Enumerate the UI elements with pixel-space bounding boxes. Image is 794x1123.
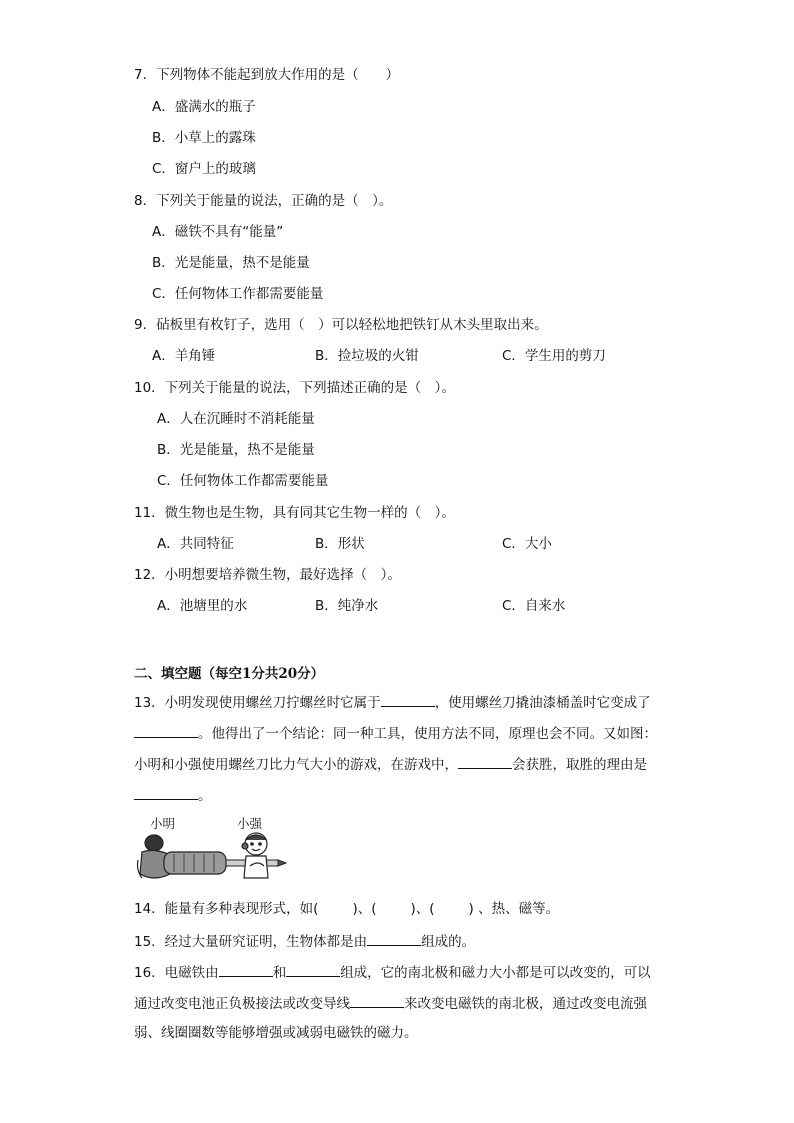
- question-13-text-2: ，使用螺丝刀撬油漆桶盖时它变成了: [434, 695, 651, 711]
- question-12-option-c: C．自来水: [502, 598, 566, 614]
- blank: [134, 723, 198, 738]
- blank: [286, 962, 340, 977]
- question-8-option-b: B．光是能量，热不是能量: [152, 255, 310, 271]
- screwdriver-game-illustration: [134, 830, 294, 886]
- question-9-option-a: A．羊角锤: [152, 348, 216, 364]
- blank: [367, 931, 421, 946]
- xiaoqiang-figure: [242, 833, 268, 878]
- blank: [458, 754, 512, 769]
- question-11-option-b: B．形状: [315, 536, 365, 552]
- question-12-stem: 12．小明想要培养微生物，最好选择（ ）。: [134, 567, 401, 583]
- figure-label-xiaoming: 小明: [150, 816, 176, 831]
- screwdriver-handle: [164, 852, 226, 874]
- question-13-line-2: [134, 723, 657, 743]
- screwdriver-tip: [278, 860, 286, 866]
- question-11-stem: 11．微生物也是生物，具有同其它生物一样的（ ）。: [134, 505, 455, 521]
- question-7-option-a: A．盛满水的瓶子: [152, 99, 256, 115]
- question-13-text-6: 。: [198, 788, 212, 804]
- blank: [381, 692, 435, 707]
- question-7-option-c: C．窗户上的玻璃: [152, 161, 256, 177]
- question-16-text-4: 通过改变电池正负极接法或改变导线: [134, 996, 350, 1012]
- question-11-option-a: A．共同特征: [157, 536, 234, 552]
- question-13-text-5: 会获胜，取胜的理由是: [512, 757, 647, 773]
- question-16-line-1: [134, 962, 651, 982]
- question-12-option-a: A．池塘里的水: [157, 598, 248, 614]
- question-13-text-4: 小明和小强使用螺丝刀比力气大小的游戏，在游戏中，: [134, 757, 458, 773]
- question-8-option-c: C．任何物体工作都需要能量: [152, 286, 324, 302]
- section-2-title: 二、填空题（每空1分共20分）: [134, 666, 325, 682]
- question-16-line-3: 弱、线圈圈数等能够增强或减弱电磁铁的磁力。: [134, 1025, 418, 1041]
- question-16-text-1: 16．电磁铁由: [134, 965, 219, 981]
- question-13-line-3: [134, 754, 647, 774]
- question-9-option-b: B．捡垃圾的火钳: [315, 348, 419, 364]
- question-13-text-3: 。他得出了一个结论：同一种工具，使用方法不同，原理也会不同。又如图：: [198, 726, 657, 742]
- question-13-line-1: [134, 692, 651, 712]
- blank: [134, 785, 198, 800]
- question-10-stem: 10．下列关于能量的说法，下列描述正确的是（ ）。: [134, 380, 455, 396]
- question-16-text-2: 和: [272, 965, 287, 981]
- question-11-option-c: C．大小: [502, 536, 552, 552]
- question-10-option-b: B．光是能量，热不是能量: [157, 442, 315, 458]
- blank: [219, 962, 273, 977]
- question-7-option-b: B．小草上的露珠: [152, 130, 256, 146]
- question-15-text-1: 15．经过大量研究证明，生物体都是由: [134, 934, 368, 950]
- question-13-text-1: 13．小明发现使用螺丝刀拧螺丝时它属于: [134, 695, 381, 711]
- question-14-text-2: )、(: [352, 901, 377, 917]
- question-13-line-4: [134, 785, 212, 805]
- question-12-option-b: B．纯净水: [315, 598, 379, 614]
- blank: [350, 993, 404, 1008]
- question-14-text-1: 14．能量有多种表现形式，如(: [134, 901, 319, 917]
- question-8-option-a: A．磁铁不具有“能量”: [152, 224, 284, 240]
- question-9-stem: 9．砧板里有枚钉子，选用（ ）可以轻松地把铁钉从木头里取出来。: [134, 317, 548, 333]
- question-14: [134, 900, 559, 918]
- question-16-text-5: 来改变电磁铁的南北极，通过改变电流强: [404, 996, 647, 1012]
- question-7-stem: 7．下列物体不能起到放大作用的是（ ）: [134, 67, 400, 83]
- question-14-text-3: )、(: [410, 901, 435, 917]
- question-16-text-3: 组成，它的南北极和磁力大小都是可以改变的，可以: [340, 965, 651, 981]
- question-10-option-a: A．人在沉睡时不消耗能量: [157, 411, 315, 427]
- question-10-option-c: C．任何物体工作都需要能量: [157, 473, 329, 489]
- question-15: [134, 931, 475, 951]
- question-16-line-2: [134, 993, 647, 1013]
- question-15-text-2: 组成的。: [421, 934, 476, 950]
- question-8-stem: 8．下列关于能量的说法，正确的是（ ）。: [134, 193, 393, 209]
- question-14-text-4: ) 、热、磁等。: [468, 901, 560, 917]
- question-9-option-c: C．学生用的剪刀: [502, 348, 606, 364]
- figure-label-xiaoqiang: 小强: [237, 816, 263, 831]
